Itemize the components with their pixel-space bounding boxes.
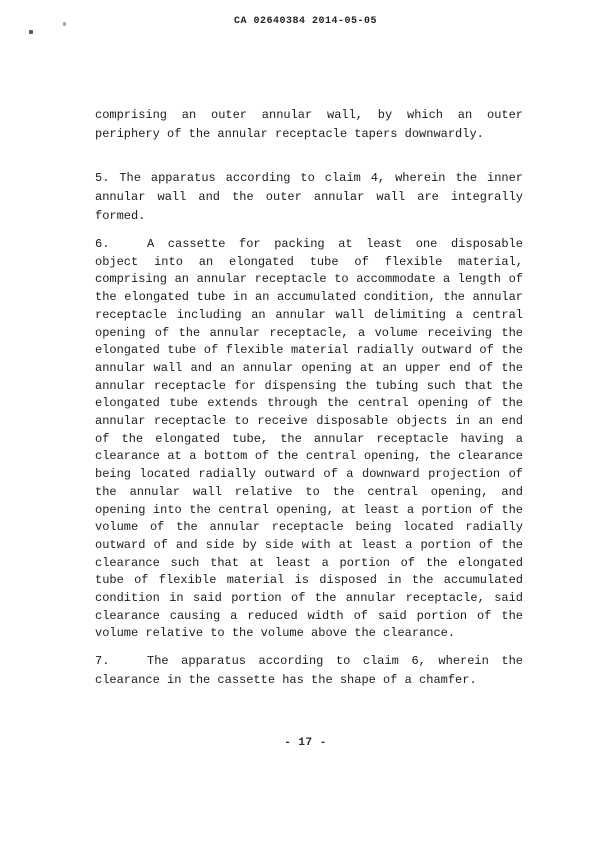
claim-6-number: 6. [95,237,110,251]
scan-speck [29,30,33,34]
claim-4-continuation-paragraph: comprising an outer annular wall, by which an outer periphery of the annular receptacle tapers downwardly. [95,108,523,141]
claim-6-paragraph [95,236,523,643]
claim-7-text: The apparatus according to claim 6, wherein the clearance in the cassette has the shape of a chamfer. [95,654,523,688]
claim-6-text: A cassette for packing at least one disposable object into an elongated tube of flexible material, comprising an annular receptacle to accommodate a length of the elongated tube in an accumulated condition, the annular receptacle including an annular wall delimiting a central opening of the annular receptacle, a volume receiving the elongated tube of flexible material radially outward of the annular wall and an annular opening at an upper end of the annular receptacle for dispensing the tubing such that the elongated tube extends through the central opening of the annular receptacle to receive disposable objects in an end of the elongated tube, the annular receptacle having a clearance at a bottom of the central opening, the clearance being located radially outward of a downward projection of the annular wall relative to the central opening, and opening into the central opening, at least a portion of the volume of the annular receptacle being located radially outward of and side by side with at least a portion of the clearance such that at least a portion of the elongated tube of flexible material is disposed in the accumulated condition in said portion of the annular receptacle, said clearance causing a reduced width of said portion of the volume relative to the volume above the clearance. [95,237,523,641]
claim-7-number: 7. [95,654,110,669]
claims-text-block [95,106,523,690]
page-number: - 17 - [284,737,327,749]
claim-5-paragraph: 5. The apparatus according to claim 4, wherein the inner annular wall and the outer annular wall are integrally formed. [95,171,523,223]
document-id-header: CA 02640384 2014-05-05 [233,16,378,27]
claim-7-paragraph [95,652,523,690]
scan-speck [63,22,66,26]
